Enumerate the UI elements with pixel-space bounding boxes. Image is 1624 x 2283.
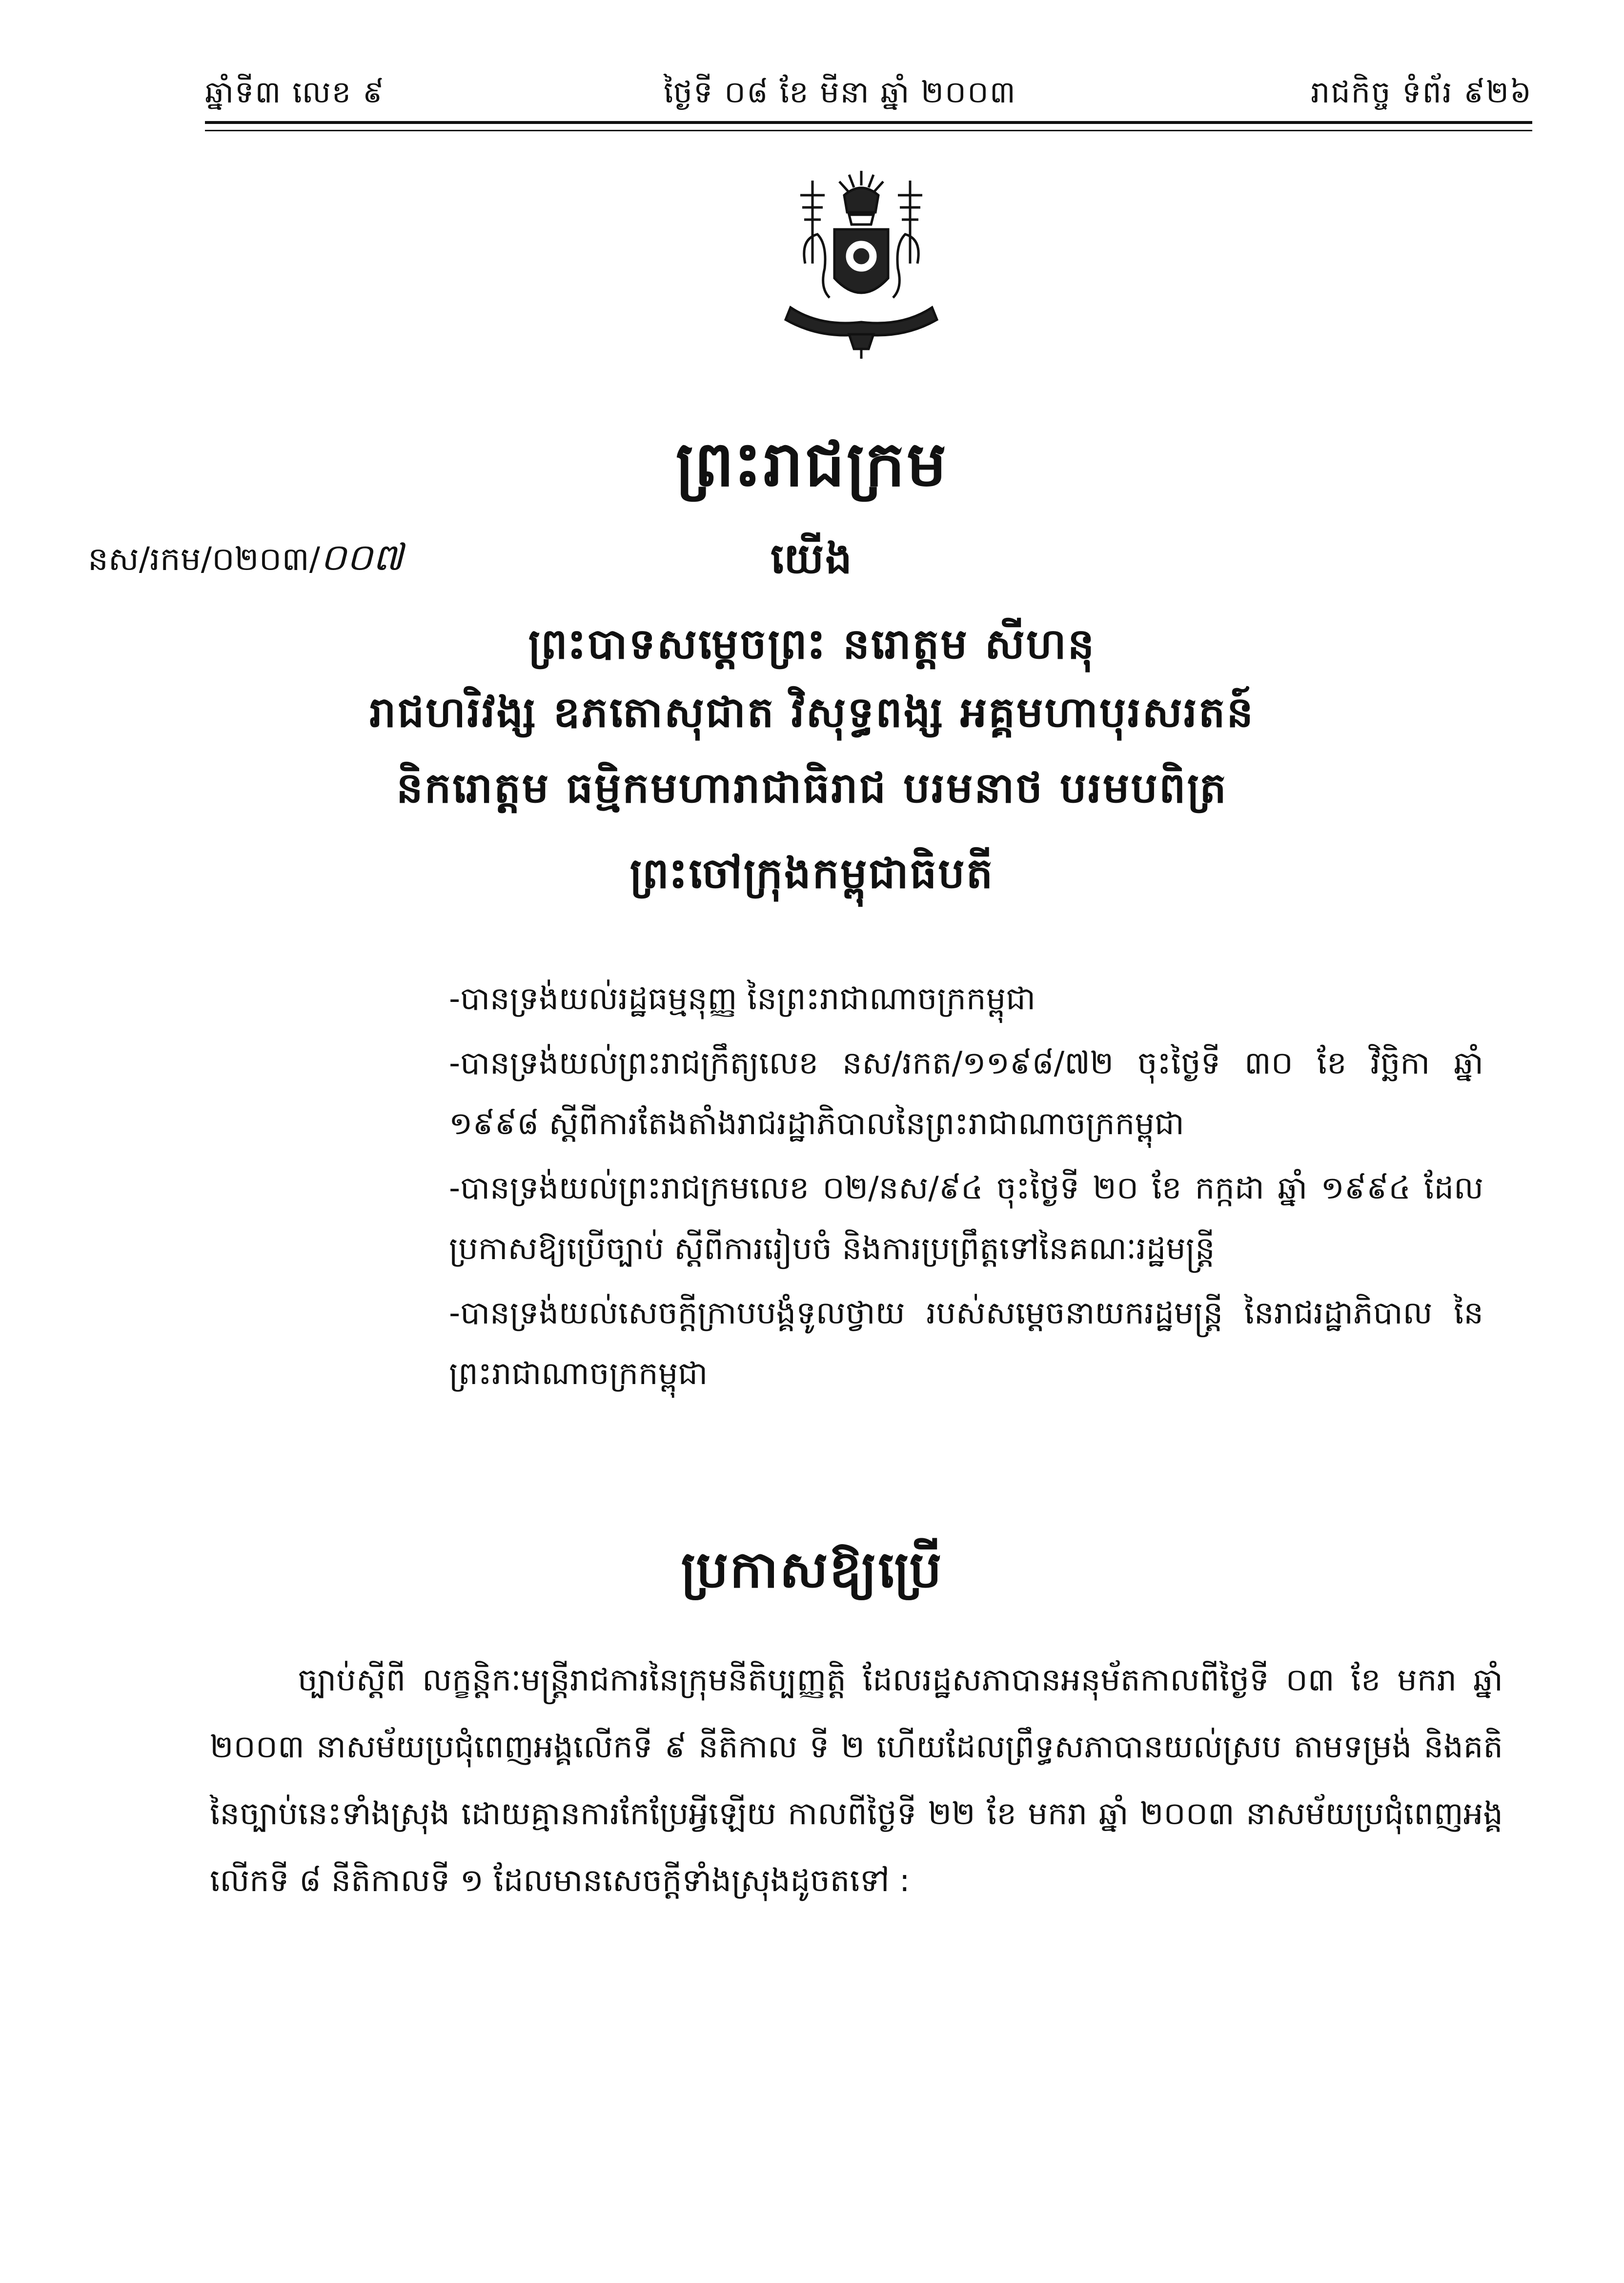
visa-item: -បានទ្រង់យល់ព្រះរាជក្រឹត្យលេខ នស/រកត/១១៩៨/៧២ ចុះថ្ងៃទី ៣០ ខែ វិច្ឆិកា ឆ្នាំ ១៩៩៨ ស្តីពីការតែងតាំងរាជរដ្ឋាភិបាលនៃព្រះរាជាណាចក្រកម្ពុជា bbox=[449, 1045, 1483, 1142]
header-date: ថ្ងៃទី ០៨ ខែ មីនា ឆ្នាំ ២០០៣ bbox=[664, 74, 1016, 110]
header-rule-thick bbox=[205, 121, 1532, 124]
visa-item: -បានទ្រង់យល់រដ្ឋធម្មនុញ្ញ នៃព្រះរាជាណាចក្រកម្ពុជា bbox=[449, 981, 1036, 1017]
royal-coat-of-arms-icon bbox=[771, 166, 952, 361]
promulgation-heading: ប្រកាសឱ្យប្រើ bbox=[681, 1539, 943, 1599]
king-title-line-3: ព្រះចៅក្រុងកម្ពុជាធិបតី bbox=[629, 849, 995, 898]
we-heading: យើង bbox=[771, 534, 853, 583]
header-year-issue: ឆ្នាំទី៣ លេខ ៩ bbox=[205, 74, 385, 110]
promulgation-body: ច្បាប់ស្តីពី លក្ខន្តិកៈមន្ត្រីរាជការនៃក្រុមនីតិប្បញ្ញត្តិ ដែលរដ្ឋសភាបានអនុម័តកាលពីថ្ងៃទី ០៣ ខែ មករា ឆ្នាំ ២០០៣ នាសម័យប្រជុំពេញអង្គលើកទី ៩ នីតិកាល ទី ២ ហើយដែលព្រឹទ្ធសភាបានយល់ស្រប តាមទម្រង់ និងគតិនៃច្បាប់នេះទាំងស្រុង ដោយគ្មានការកែប្រែអ្វីឡើយ កាលពីថ្ងៃទី ២២ ខែ មករា ឆ្នាំ ២០០៣ នាសម័យប្រជុំពេញអង្គលើកទី ៨ នីតិកាលទី ១ ដែលមានសេចក្តីទាំងស្រុងដូចតទៅ : bbox=[210, 1662, 1503, 1899]
header-rule-thin bbox=[205, 130, 1532, 131]
visa-item: -បានទ្រង់យល់ព្រះរាជក្រមលេខ ០២/នស/៩៤ ចុះថ្ងៃទី ២០ ខែ កក្កដា ឆ្នាំ ១៩៩៤ ដែលប្រកាសឱ្យប្រើច្បាប់ ស្តីពីការរៀបចំ និងការប្រព្រឹត្តទៅនៃគណៈរដ្ឋមន្ត្រី bbox=[449, 1170, 1483, 1267]
page-header bbox=[205, 73, 1532, 127]
king-title-line-2: និករោត្តម ធម្មិកមហារាជាធិរាជ បរមនាថ បរមបពិត្រ bbox=[396, 763, 1228, 813]
reference-prefix: នស/រកម/០២០៣/ bbox=[88, 540, 320, 578]
king-title-line-1: រាជហរិវង្ស ឧភតោសុជាត វិសុទ្ធពង្ស អគ្គមហាបុរសរតន៍ bbox=[369, 688, 1255, 737]
visa-list bbox=[449, 969, 1483, 1408]
visa-item: -បានទ្រង់យល់សេចក្តីក្រាបបង្គំទូលថ្វាយ របស់សម្តេចនាយករដ្ឋមន្ត្រី នៃរាជរដ្ឋាភិបាល នៃព្រះរាជាណាចក្រកម្ពុជា bbox=[449, 1295, 1483, 1392]
header-gazette-page: រាជកិច្ច ទំព័រ ៩២៦ bbox=[1311, 74, 1532, 110]
king-name-line: ព្រះបាទសម្តេចព្រះ នរោត្តម សីហនុ bbox=[528, 619, 1096, 669]
reference-handwritten-number: ០០៧ bbox=[320, 535, 403, 579]
decree-title: ព្រះរាជក្រម bbox=[675, 428, 949, 501]
